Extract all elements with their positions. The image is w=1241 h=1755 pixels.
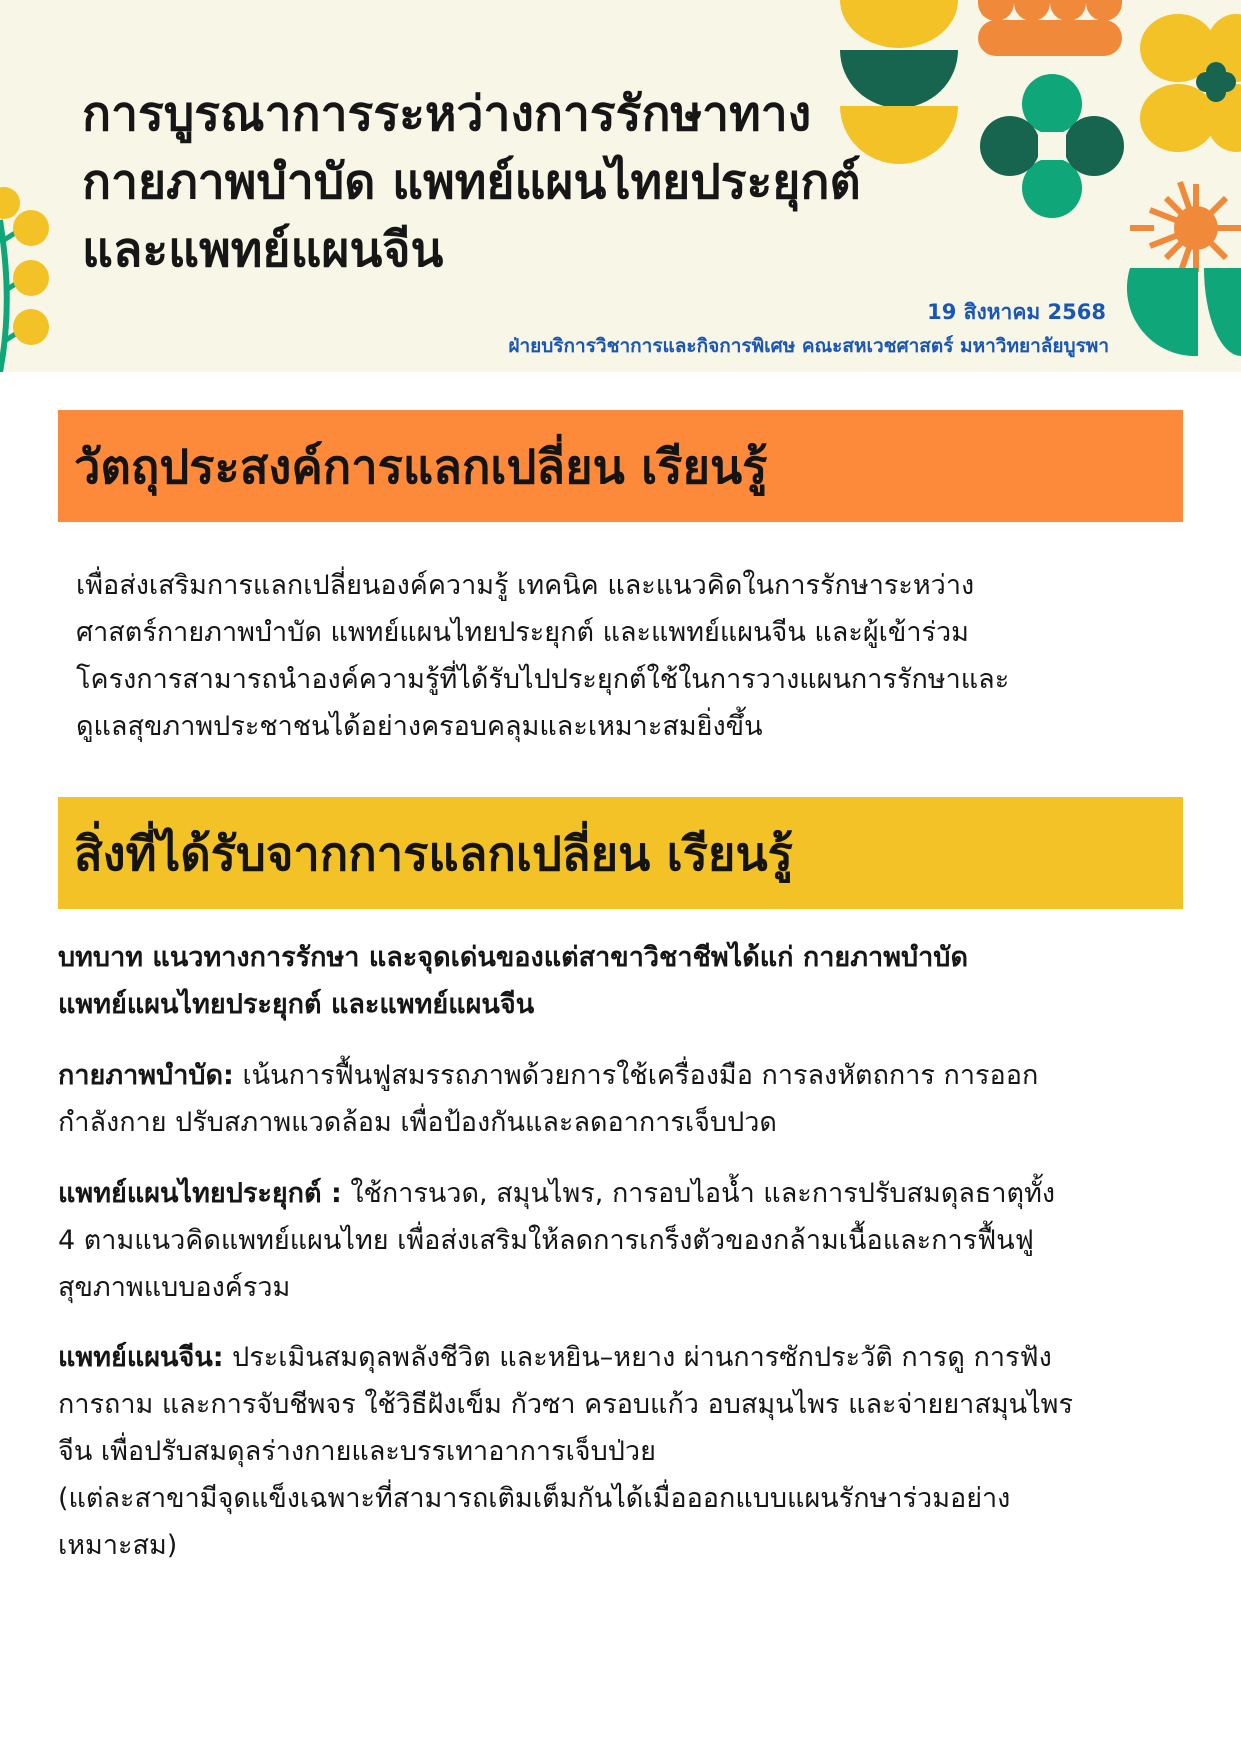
objective-heading-banner <box>58 410 1183 522</box>
paragraph-line: ศาสตร์กายภาพบำบัด แพทย์แผนไทยประยุกต์ และแพทย์แผนจีน และผู้เข้าร่วม <box>76 617 969 648</box>
paragraph-line: 4 ตามแนวคิดแพทย์แผนไทย เพื่อส่งเสริมให้ลดการเกร็งตัวของกล้ามเนื้อและการฟื้นฟู <box>58 1225 1034 1256</box>
green-leaf-decoration <box>1127 268 1241 356</box>
paragraph-line: ดูแลสุขภาพประชาชนได้อย่างครอบคลุมและเหมาะสมยิ่งขึ้น <box>76 711 763 742</box>
physio-paragraph <box>58 1052 1188 1146</box>
right-petal-decoration <box>1140 14 1241 152</box>
outcome-intro <box>58 934 1188 1028</box>
paragraph-line: เพื่อส่งเสริมการแลกเปลี่ยนองค์ความรู้ เทคนิค และแนวคิดในการรักษาระหว่าง <box>76 570 975 601</box>
thai-medicine-label: แพทย์แผนไทยประยุกต์ : <box>58 1178 342 1209</box>
thai-medicine-text: ใช้การนวด, สมุนไพร, การอบไอน้ำ และการปรับสมดุลธาตุทั้ง <box>341 1178 1056 1209</box>
objective-heading: วัตถุประสงค์การแลกเปลี่ยน เรียนรู้ <box>74 439 768 495</box>
intro-line: แพทย์แผนไทยประยุกต์ และแพทย์แผนจีน <box>58 989 535 1020</box>
title-line: กายภาพบำบัด แพทย์แผนไทยประยุกต์ <box>82 154 861 210</box>
outcome-heading: สิ่งที่ได้รับจากการแลกเปลี่ยน เรียนรู้ <box>74 826 793 882</box>
title-line: การบูรณาการระหว่างการรักษาทาง <box>82 86 812 142</box>
paragraph-line: จีน เพื่อปรับสมดุลร่างกายและบรรเทาอาการเจ็บป่วย <box>58 1436 656 1467</box>
paragraph-line: สุขภาพแบบองค์รวม <box>58 1272 291 1303</box>
chinese-medicine-label: แพทย์แผนจีน: <box>58 1342 224 1373</box>
paragraph-line <box>58 1170 1188 1217</box>
left-plant-decoration <box>0 187 49 372</box>
chinese-medicine-text: ประเมินสมดุลพลังชีวิต และหยิน–หยาง ผ่านการซักประวัติ การดู การฟัง <box>223 1342 1052 1373</box>
title-line: และแพทย์แผนจีน <box>82 222 444 278</box>
paragraph-line: เหมาะสม) <box>58 1530 178 1561</box>
physio-label: กายภาพบำบัด: <box>58 1060 234 1091</box>
outcome-heading-banner <box>58 797 1183 909</box>
chinese-medicine-paragraph <box>58 1334 1188 1569</box>
objective-paragraph <box>76 562 1151 750</box>
organization-name: ฝ่ายบริการวิชาการและกิจการพิเศษ คณะสหเวชศาสตร์ มหาวิทยาลัยบูรพา <box>508 335 1109 357</box>
intro-line: บทบาท แนวทางการรักษา และจุดเด่นของแต่สาขาวิชาชีพได้แก่ กายภาพบำบัด <box>58 942 968 973</box>
paragraph-line <box>58 1052 1188 1099</box>
paragraph-line <box>58 1334 1188 1381</box>
paragraph-line: กำลังกาย ปรับสภาพแวดล้อม เพื่อป้องกันและลดอาการเจ็บปวด <box>58 1107 777 1138</box>
paragraph-line: (แต่ละสาขามีจุดแข็งเฉพาะที่สามารถเติมเต็มกันได้เมื่อออกแบบแผนรักษาร่วมอย่าง <box>58 1483 1011 1514</box>
paragraph-line: โครงการสามารถนำองค์ความรู้ที่ได้รับไปประยุกต์ใช้ในการวางแผนการรักษาและ <box>76 664 1010 695</box>
event-date: 19 สิงหาคม 2568 <box>927 300 1106 324</box>
sun-decoration <box>1130 182 1241 274</box>
document-title <box>82 80 1022 284</box>
orange-scallop-decoration <box>978 0 1122 56</box>
header <box>0 0 1241 372</box>
physio-text: เน้นการฟื้นฟูสมรรถภาพด้วยการใช้เครื่องมือ การลงหัตถการ การออก <box>233 1060 1039 1091</box>
thai-medicine-paragraph <box>58 1170 1188 1311</box>
paragraph-line: การถาม และการจับชีพจร ใช้วิธีฝังเข็ม กัวซา ครอบแก้ว อบสมุนไพร และจ่ายยาสมุนไพร <box>58 1389 1073 1420</box>
